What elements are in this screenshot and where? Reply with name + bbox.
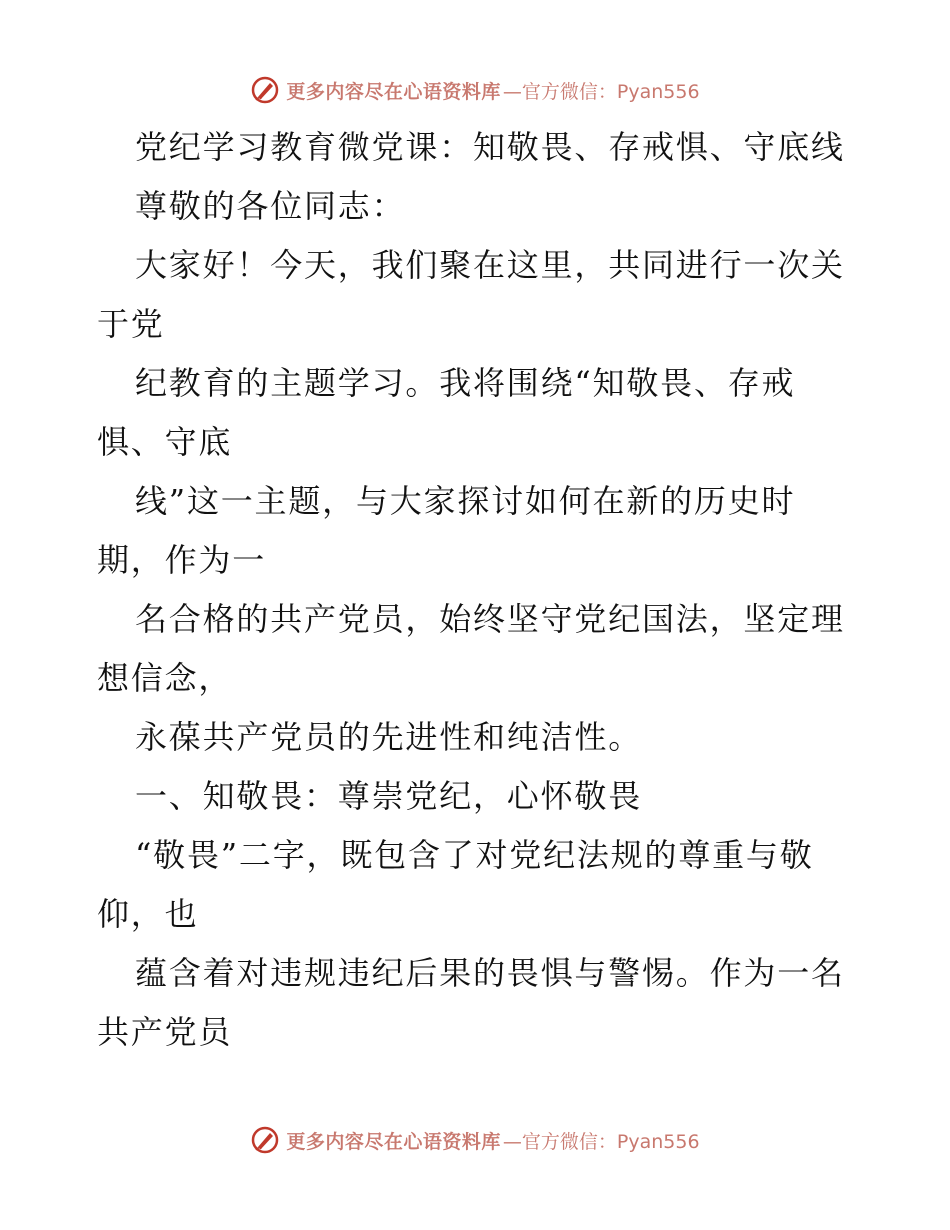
salutation: 尊敬的各位同志： — [135, 187, 406, 225]
watermark-main-text: 更多内容尽在心语资料库 — [286, 80, 501, 103]
header-watermark — [0, 70, 950, 110]
paragraph-line: 惧、守底 — [97, 423, 233, 461]
watermark-contact-text: —官方微信：Pyan556 — [502, 1130, 700, 1153]
paragraph-line: 大家好！今天，我们聚在这里，共同进行一次关 — [135, 246, 845, 284]
section-heading: 一、知敬畏：尊崇党纪，心怀敬畏 — [135, 777, 643, 815]
paragraph-line: “敬畏”二字，既包含了对党纪法规的尊重与敬 — [135, 836, 814, 874]
quill-seal-icon — [250, 1125, 280, 1155]
paragraph-line: 纪教育的主题学习。我将围绕“知敬畏、存戒 — [135, 364, 796, 402]
watermark-main-text: 更多内容尽在心语资料库 — [286, 1130, 501, 1153]
paragraph-line: 于党 — [97, 305, 165, 343]
paragraph-line: 仰，也 — [97, 895, 199, 933]
footer-watermark — [0, 1120, 950, 1160]
document-title: 党纪学习教育微党课：知敬畏、存戒惧、守底线 — [135, 128, 845, 166]
paragraph-line: 蕴含着对违规违纪后果的畏惧与警惕。作为一名 — [135, 954, 845, 992]
paragraph-line: 共产党员 — [97, 1013, 233, 1051]
paragraph-line: 线”这一主题，与大家探讨如何在新的历史时 — [135, 482, 796, 520]
paragraph-line: 永葆共产党员的先进性和纯洁性。 — [135, 718, 643, 756]
watermark-contact-text: —官方微信：Pyan556 — [502, 80, 700, 103]
paragraph-line: 期，作为一 — [97, 541, 267, 579]
paragraph-line: 名合格的共产党员，始终坚守党纪国法，坚定理 — [135, 600, 845, 638]
quill-seal-icon — [250, 75, 280, 105]
paragraph-line: 想信念， — [97, 659, 233, 697]
